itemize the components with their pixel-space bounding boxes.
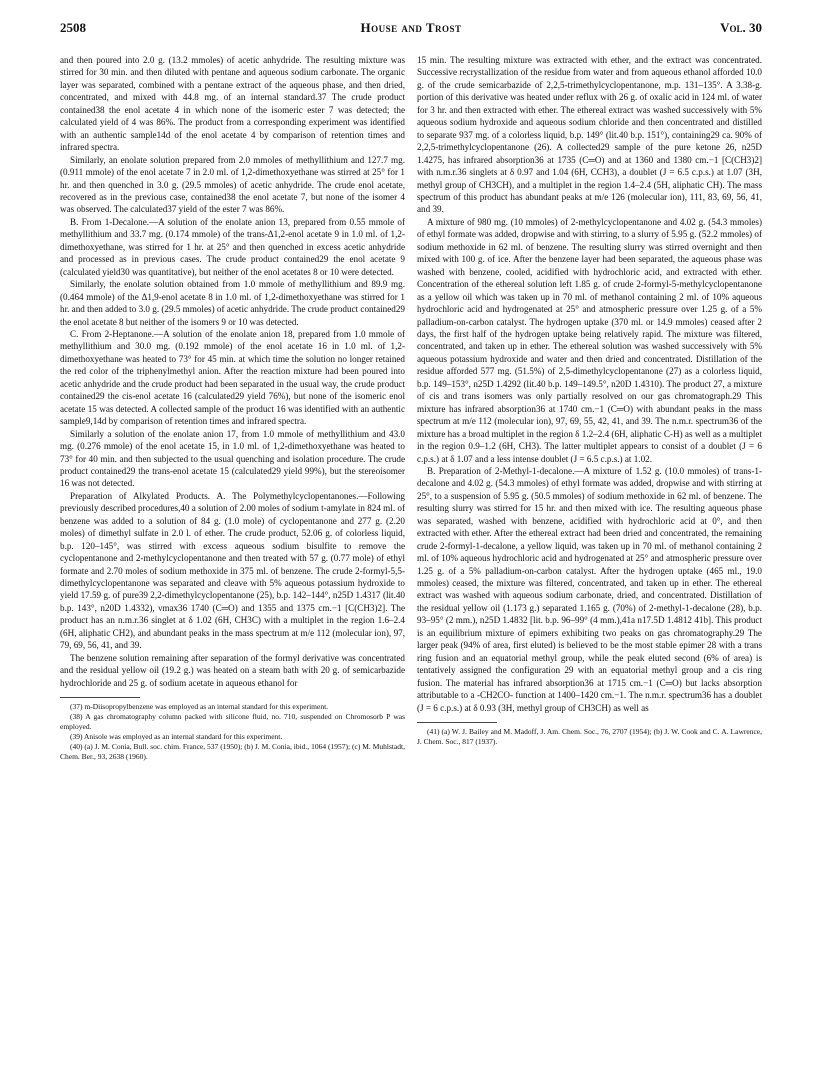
footnote-divider bbox=[417, 722, 497, 723]
paragraph: C. From 2-Heptanone.—A solution of the enolate anion 18, prepared from 1.0 mmole of methyllithium and 30.0 mg. (0.192 mmole) of the enol acetate 16 in 1.0 ml. of 1,2-dimethoxyethane was heated to 73° for 45 min. at which time the solution no longer retained the red color of the triphenylmethyl anion. After the reaction mixture had been poured into acetic anhydride and the crude product had been separated in the usual way, the crude product contained29 the cis-enol acetate 16 (calculated29 yield 76%), but none of the isomeric enol acetate 15 was detected. A collected sample of the product 16 was identified with an authentic sample9,14d by comparison of retention times and infrared spectra. bbox=[60, 328, 405, 427]
paragraph: B. From 1-Decalone.—A solution of the enolate anion 13, prepared from 0.55 mmole of methyllithium and 33.7 mg. (0.174 mmole) of the trans-Δ1,2-enol acetate 9 in 1.0 ml. of 1,2-dimethoxyethane, was stirred for 1 hr. at 25° and then quenched in excess acetic anhydride and processed as in previous cases. The crude product contained29 the enol acetate 9 (calculated yield30 was quantitative), but neither of the enol acetates 8 or 10 were detected. bbox=[60, 216, 405, 277]
running-head bbox=[60, 20, 762, 40]
running-title: House and Trost bbox=[360, 20, 462, 35]
paragraph: Similarly a solution of the enolate anion 17, from 1.0 mmole of methyllithium and 43.0 mg. (0.276 mmole) of the enol acetate 15, in 1.0 ml. of 1,2-dimethoxyethane was heated to 73° for 40 min. and then subjected to the usual quenching and isolation procedure. The crude product contained29 the trans-enol acetate 15 (calculated29 yield 99%), but the stereoisomer 16 was not detected. bbox=[60, 428, 405, 489]
footnote: (41) (a) W. J. Bailey and M. Madoff, J. Am. Chem. Soc., 76, 2707 (1954); (b) J. W. Cook and C. A. Lawrence, J. Chem. Soc., 817 (1937). bbox=[417, 727, 762, 746]
volume-label: Vol. 30 bbox=[720, 20, 762, 35]
footnote: (37) m-Diisopropylbenzene was employed as an internal standard for this experiment. bbox=[70, 702, 329, 712]
footnote: (38) A gas chromatography column packed with silicone fluid, no. 710, suspended on Chromosorb P was employed. bbox=[60, 712, 405, 731]
right-column bbox=[417, 54, 762, 747]
footnote: (39) Anisole was employed as an internal standard for this experiment. bbox=[70, 731, 283, 741]
footnote: (40) (a) J. M. Conia, Bull. soc. chim. France, 537 (1950); (b) J. M. Conia, ibid., 1064 (1957); (c) M. Muhlstadt, Chem. Ber., 93, 2638 (1960). bbox=[60, 741, 405, 761]
paragraph: and then poured into 2.0 g. (13.2 mmoles) of acetic anhydride. The resulting mixture was stirred for 30 min. and then diluted with pentane and aqueous sodium carbonate. The organic layer was separated, combined with a pentane extract of the aqueous phase, and then dried, concentrated, and mixed with 44.8 mg. of an internal standard.37 The crude product contained38 the enol acetate 4 in which none of the isomeric ester 7 was detected; the calculated yield of 4 was 86%. The product from a corresponding experiment was identified with an authentic sample14d of the enol acetate 4 by comparison of retention times and infrared spectra. bbox=[60, 55, 405, 153]
paragraph: B. Preparation of 2-Methyl-1-decalone.—A mixture of 1.52 g. (10.0 mmoles) of trans-1-decalone and 4.02 g. (54.3 mmoles) of ethyl formate was added, dropwise and with stirring at 25°, to a suspension of 5.95 g. (50.5 mmoles) of sodium methoxide in 62 ml. of benzene. The resulting slurry was stirred for 15 hr. and then mixed with ice. The resulting aqueous phase was separated, washed with benzene, acidified with hydrochloric acid at 0°, and then extracted with ether. After the ethereal extract had been dried and concentrated, the remaining crude 2-formyl-1-decalone, a yellow liquid, was taken up in 70 ml. of methanol containing 2 ml. of 10% aqueous hydrochloric acid and hydrogenated at 25° and atmospheric pressure over 1.25 g. of a 5% palladium-on-carbon catalyst. After the hydrogen uptake (465 ml., 19.0 mmoles) ceased, the mixture was filtered, concentrated, and taken up in ether. The ethereal extract was washed with aqueous sodium carbonate, dried, and concentrated. Distillation of the residual yellow oil (1.173 g.) separated 1.165 g. (70%) of 2-methyl-1-decalone (28), b.p. 93–95° (2 mm.), n25D 1.4832 [lit. b.p. 96–99° (4 mm.),41a n17.5D 1.4812 41b]. This product is an equilibrium mixture of epimers exhibiting two peaks on gas chromatography.29 The larger peak (94% of area, first eluted) is believed to be the most stable epimer 28 with a trans ring fusion and an equatorial methyl group, while the peak eluted second (6% of area) is tentatively assigned the configuration 29 with an equatorial methyl group and a cis ring fusion. The material has infrared absorption36 at 1715 cm.−1 (C═O) but lacks absorption attributable to a -CH2CO- function at 1400–1420 cm.−1. The n.m.r. spectrum36 has a doublet (J = 6 c.p.s.) at δ 0.93 (3H, methyl group of CH3CH) as well as bbox=[417, 465, 762, 713]
paragraph: A mixture of 980 mg. (10 mmoles) of 2-methylcyclopentanone and 4.02 g. (54.3 mmoles) of ethyl formate was added, dropwise and with stirring, to a slurry of 5.95 g. (52.2 mmoles) of sodium methoxide in 62 ml. of benzene. The resulting slurry was stirred overnight and then mixed with 100 g. of ice. After the benzene layer had been separated, the aqueous phase was washed with benzene, cooled, acidified with hydrochloric acid, and extracted with ether. Concentration of the ethereal solution left 1.85 g. of crude 2-formyl-5-methylcyclopentanone as a yellow oil which was taken up in 70 ml. of methanol containing 2 ml. of 10% aqueous hydrochloric acid and hydrogenated at 25° and atmospheric pressure over 1.25 g. of a 5% palladium-on-carbon catalyst. The hydrogen uptake (370 ml. or 14.9 mmoles) ceased after 2 days, the first half of the hydrogen uptake being relatively rapid. The mixture was filtered, concentrated, and taken up in ether. The ethereal solution was washed successively with 5% aqueous potassium hydroxide and water and then dried and concentrated. Distillation of the residue afforded 577 mg. (51.5%) of 2,5-dimethylcyclopentanone (27) as a colorless liquid, b.p. 149–153°, n25D 1.4292 (lit.40 b.p. 149–149.5°, n20D 1.4310). The product 27, a mixture of cis and trans isomers was only partially resolved on our gas chromatograph.29 This mixture has infrared absorption36 at 1740 cm.−1 (C═O) with abundant peaks in the mass spectrum at m/e 112 (molecular ion), 97, 69, 55, 42, 41, and 39. The n.m.r. spectrum36 of the mixture has a broad multiplet in the region δ 1.2–2.4 (6H, aliphatic C-H) as well as a multiplet in the region 0.9–1.2 (6H, CH3). The latter multiplet appears to consist of a doublet (J = 6 c.p.s.) at δ 1.07 and a less intense doublet (J = 6.5 c.p.s.) at 1.02. bbox=[417, 216, 762, 464]
paragraph: Similarly, the enolate solution obtained from 1.0 mmole of methyllithium and 89.9 mg. (0.464 mmole) of the Δ1,9-enol acetate 8 in 1.0 ml. of 1,2-dimethoxyethane was stirred for 1 hr. and then added to 3.0 g. (29.5 mmoles) of acetic anhydride. The crude product contained29 the enol acetate 8 but neither of the isomers 9 or 10 was detected. bbox=[60, 279, 405, 327]
footnote-divider bbox=[60, 697, 140, 698]
paragraph: Similarly, an enolate solution prepared from 2.0 mmoles of methyllithium and 127.7 mg. (0.911 mmole) of the enol acetate 7 in 2.0 ml. of 1,2-dimethoxyethane was stirred at 25° for 1 hr. and then quenched in 3.0 g. (29.5 mmoles) of acetic anhydride. The crude enol acetate, recovered as in the previous case, contained38 the enol acetate 7, but none of the isomer 4 was observed. The calculated37 yield of the ester 7 was 86%. bbox=[60, 154, 405, 215]
page-number: 2508 bbox=[60, 20, 86, 35]
paragraph: 15 min. The resulting mixture was extracted with ether, and the extract was concentrated. Successive recrystallization of the residue from water and from aqueous ethanol afforded 10.0 g. of the crude semicarbazide of 2,2,5-trimethylcyclopentanone, m.p. 131–135°. A 3.38-g. portion of this derivative was heated under reflux with 26 g. of oxalic acid in 124 ml. of water for 3 hr. and then extracted with ether. The ethereal extract was washed successively with 5% aqueous sodium hydroxide and aqueous sodium chloride and then concentrated and distilled to separate 937 mg. of a colorless liquid, b.p. 149° (lit.40 b.p. 151°), containing29 ca. 90% of 2,2,5-trimethylcyclopentanone (26). A collected29 sample of the pure ketone 26, n25D 1.4275, has infrared absorption36 at 1735 (C═O) and at 1360 and 1380 cm.−1 [C(CH3)2] with n.m.r.36 singlets at δ 0.97 and 1.04 (6H, CCH3), a doublet (J = 6.5 c.p.s.) at 1.07 (3H, methyl group of CH3CH), and a multiplet in the region 1.4–2.4 (5H, aliphatic CH). The mass spectrum of this product has abundant peaks at m/e 126 (molecular ion), 111, 83, 69, 56, 41, and 39. bbox=[417, 55, 762, 215]
left-column bbox=[60, 54, 405, 762]
paragraph: The benzene solution remaining after separation of the formyl derivative was concentrated and the residual yellow oil (19.2 g.) was heated on a steam bath with 20 g. of semicarbazide hydrochloride and 25 g. of sodium acetate in aqueous ethanol for bbox=[60, 652, 405, 688]
paragraph: Preparation of Alkylated Products. A. The Polymethylcyclopentanones.—Following previously described procedures,40 a solution of 2.00 moles of sodium t-amylate in 824 ml. of benzene was added to a solution of 84 g. (1.0 mole) of cyclopentanone and 277 g. (2.20 moles) of dimethyl sulfate in 2.0 l. of ether. The crude product, 52.06 g. of colorless liquid, b.p. 120–145°, was stirred with excess aqueous sodium bisulfite to remove the cyclopentanone and 2-methylcyclopentanone and then treated with 57 g. (0.77 mole) of ethyl formate and 2.70 moles of sodium methoxide in 375 ml. of benzene. The crude 2-formyl-5,5-dimethylcyclopentanone was separated and cleave with 5% aqueous potassium hydroxide to yield 17.59 g. of pure39 2,2-dimethylcyclopentanone (25), b.p. 142–144°, n25D 1.4317 (lit.40 b.p. 143°, n20D 1.4332), νmax36 1740 (C═O) and 1355 and 1375 cm.−1 [C(CH3)2]. The product has an n.m.r.36 singlet at δ 1.02 (6H, CH3C) with a multiplet in the region 1.6–2.4 (6H, aliphatic CH2), and abundant peaks in the mass spectrum at m/e 112 (molecular ion), 97, 79, 69, 56, 41, and 39. bbox=[60, 490, 405, 651]
